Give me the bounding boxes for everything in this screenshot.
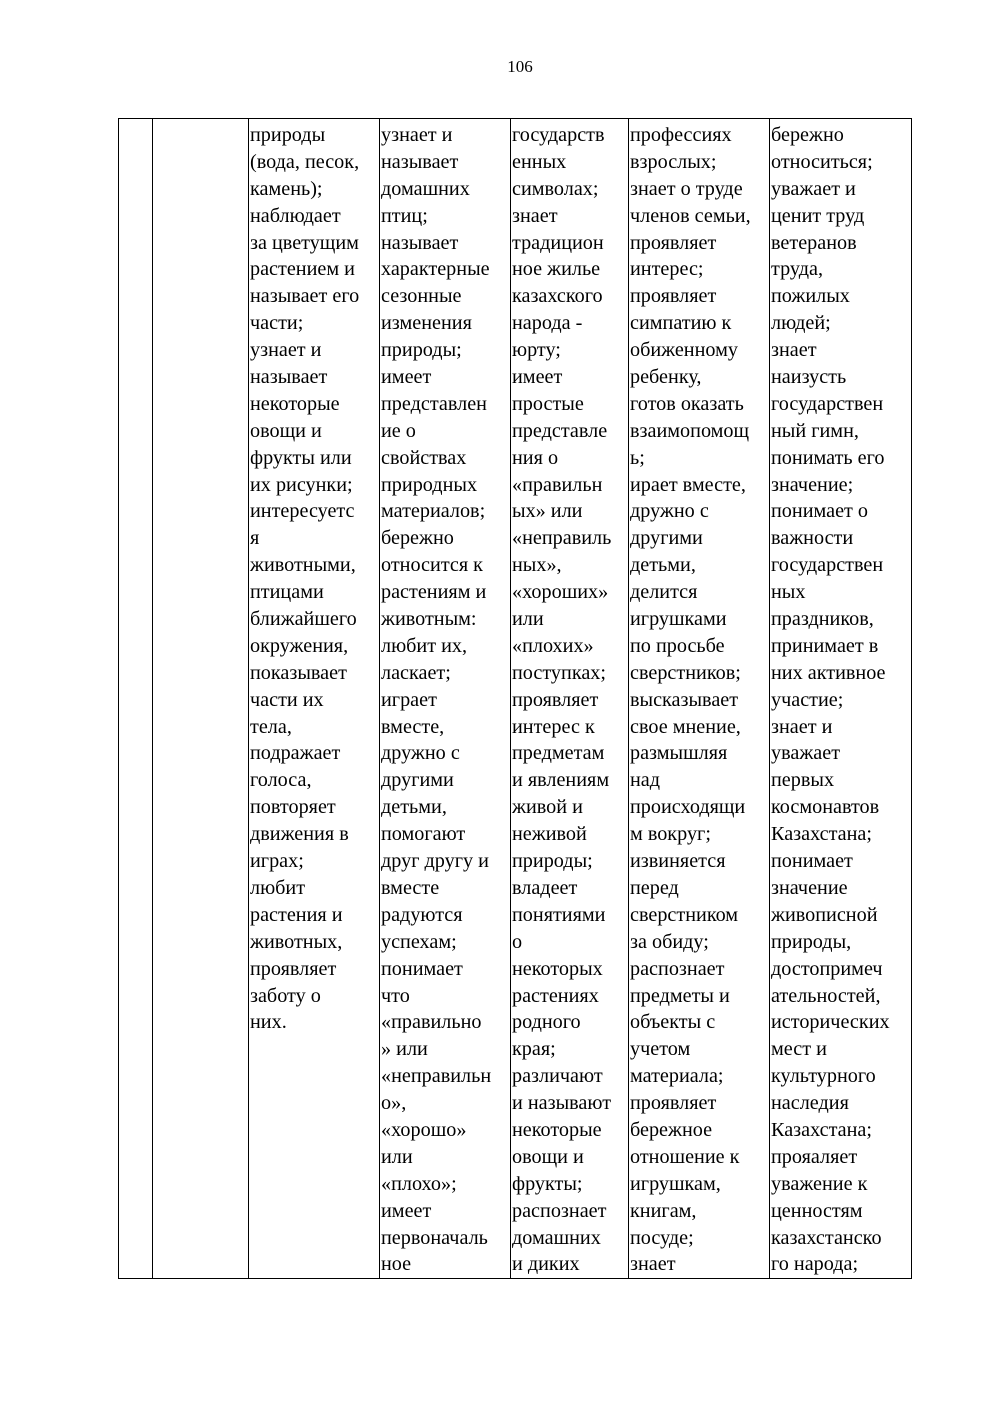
cell-line: или: [381, 1145, 413, 1168]
cell-line: книгам,: [630, 1199, 697, 1222]
cell-line: первых: [771, 769, 835, 792]
cell-line: «правильно: [381, 1011, 482, 1034]
cell-text: [250, 122, 379, 1036]
cell-line: ь;: [630, 446, 645, 469]
cell-line: исторических: [771, 1011, 890, 1034]
cell-line: другими: [381, 769, 454, 792]
cell-line: домашних: [381, 177, 470, 200]
cell-line: знает: [630, 1253, 676, 1276]
cell-line: животными,: [250, 554, 356, 577]
cell-line: радуются: [381, 903, 463, 926]
cell-line: знает о труде: [630, 177, 743, 200]
cell-line: понимает: [771, 850, 853, 873]
cell-line: узнает и: [381, 124, 453, 146]
cell-line: родного: [512, 1011, 581, 1034]
cell-line: растения и: [250, 903, 343, 926]
cell-line: важности: [771, 527, 854, 550]
cell-line: интересуетс: [250, 500, 355, 523]
cell-line: сверстником: [630, 903, 739, 926]
cell-line: «плохих»: [512, 634, 594, 657]
cell-line: природы;: [381, 339, 462, 362]
cell-line: имеет: [512, 366, 563, 389]
cell-line: бережно: [381, 527, 454, 550]
cell-line: проявляет: [630, 285, 717, 308]
cell-line: принимает в: [771, 634, 879, 657]
cell-line: вместе,: [381, 715, 445, 738]
cell-line: материалов;: [381, 500, 486, 523]
cell-line: отношение к: [630, 1145, 740, 1168]
cell-line: называет: [381, 231, 459, 254]
cell-line: высказывает: [630, 688, 739, 711]
cell-line: другими: [630, 527, 703, 550]
cell-line: понимает: [381, 957, 463, 980]
cell-line: представлен: [381, 392, 487, 415]
cell-line: над: [630, 769, 661, 792]
cell-line: проявляет: [630, 1092, 717, 1115]
cell-line: любит: [250, 876, 306, 899]
cell-line: материала;: [630, 1065, 724, 1088]
cell-line: игрушками: [630, 608, 727, 631]
cell-line: государствен: [771, 554, 884, 577]
cell-line: относиться;: [771, 150, 873, 173]
cell-line: пожилых: [771, 285, 850, 308]
cell-line: имеет: [381, 366, 432, 389]
cell-line: интерес к: [512, 715, 595, 738]
cell-line: посуде;: [630, 1226, 694, 1249]
cell-line: повторяет: [250, 796, 336, 819]
cell-line: извиняется: [630, 850, 726, 873]
cell-line: что: [381, 984, 410, 1007]
cell-line: любит их,: [381, 634, 468, 657]
cell-line: наследия: [771, 1092, 849, 1115]
cell-line: (вода, песок,: [250, 150, 360, 173]
cell-line: понимать его: [771, 446, 885, 469]
cell-line: значение: [771, 876, 848, 899]
cell-line: ых» или: [512, 500, 583, 523]
cell-line: подражает: [250, 742, 341, 765]
cell-line: живописной: [771, 903, 878, 926]
cell-line: «неправильн: [381, 1065, 492, 1088]
cell-line: простые: [512, 392, 584, 415]
cell-line: праздников,: [771, 608, 874, 631]
cell-line: окружения,: [250, 634, 349, 657]
cell-line: свойствах: [381, 446, 467, 469]
cell-line: о: [512, 930, 523, 953]
cell-line: предметам: [512, 742, 605, 765]
cell-line: их рисунки;: [250, 473, 353, 496]
cell-line: заботу о: [250, 984, 321, 1007]
cell-line: енных: [512, 150, 567, 173]
cell-line: готов оказать: [630, 392, 744, 415]
cell-line: ближайшего: [250, 608, 357, 631]
cell-line: культурного: [771, 1065, 876, 1088]
cell-line: или: [512, 608, 544, 631]
cell-line: за цветущим: [250, 231, 359, 254]
cell-line: и диких: [512, 1253, 580, 1276]
cell-line: относится к: [381, 554, 483, 577]
cell-line: предметы и: [630, 984, 730, 1007]
cell-line: свое мнение,: [630, 715, 741, 738]
cell-text: [630, 122, 769, 1278]
table-cell-nature: [249, 119, 380, 1279]
cell-line: ных»,: [512, 554, 562, 577]
cell-line: проявляет: [630, 231, 717, 254]
cell-line: животным:: [381, 608, 477, 631]
cell-line: я: [250, 527, 260, 550]
table-cell-section: [153, 119, 249, 1279]
cell-line: растениям и: [381, 581, 487, 604]
table-cell-symbols: [511, 119, 629, 1279]
cell-line: Казахстана;: [771, 823, 872, 846]
cell-line: живой и: [512, 796, 583, 819]
cell-line: казахского: [512, 285, 603, 308]
cell-text: [512, 122, 628, 1278]
cell-line: природы;: [512, 850, 593, 873]
cell-line: узнает и: [250, 339, 322, 362]
cell-line: знает: [771, 339, 817, 362]
cell-line: наблюдает: [250, 204, 341, 227]
cell-line: неживой: [512, 823, 587, 846]
cell-line: труда,: [771, 258, 823, 281]
cell-line: камень);: [250, 177, 323, 200]
cell-line: дружно с: [381, 742, 460, 765]
cell-line: ие о: [381, 419, 416, 442]
table-cell-values: [770, 119, 912, 1279]
page-number: 106: [507, 57, 533, 76]
cell-line: объекты с: [630, 1011, 716, 1034]
cell-line: понимает о: [771, 500, 869, 523]
cell-line: «хороших»: [512, 581, 609, 604]
cell-line: значение;: [771, 473, 854, 496]
cell-line: природных: [381, 473, 478, 496]
cell-line: ное: [381, 1253, 412, 1276]
cell-line: растением и: [250, 258, 355, 281]
cell-line: птицами: [250, 581, 324, 604]
cell-line: ценностям: [771, 1199, 863, 1222]
cell-line: за обиду;: [630, 930, 709, 953]
cell-line: ребенку,: [630, 366, 702, 389]
cell-line: бережно: [771, 124, 844, 146]
cell-line: детьми,: [630, 554, 696, 577]
cell-line: традицион: [512, 231, 604, 254]
cell-line: ательностей,: [771, 984, 881, 1007]
cell-line: сезонные: [381, 285, 462, 308]
cell-line: сверстников;: [630, 661, 741, 684]
cell-line: части их: [250, 688, 324, 711]
cell-line: животных,: [250, 930, 343, 953]
cell-line: поступках;: [512, 661, 606, 684]
cell-line: показывает: [250, 661, 347, 684]
cell-line: ценит труд: [771, 204, 865, 227]
cell-line: ветеранов: [771, 231, 857, 254]
cell-line: знает и: [771, 715, 833, 738]
cell-line: фрукты;: [512, 1172, 583, 1195]
cell-line: называет его: [250, 285, 360, 308]
cell-line: размышляя: [630, 742, 728, 765]
cell-line: прояаляет: [771, 1145, 858, 1168]
cell-line: имеет: [381, 1199, 432, 1222]
cell-line: владеет: [512, 876, 578, 899]
cell-line: природы,: [771, 930, 852, 953]
cell-line: изменения: [381, 312, 472, 335]
cell-line: некоторые: [512, 1118, 602, 1141]
cell-line: государств: [512, 124, 605, 146]
cell-line: достопримеч: [771, 957, 883, 980]
cell-line: казахстанско: [771, 1226, 882, 1249]
cell-line: игрушкам,: [630, 1172, 721, 1195]
cell-line: » или: [381, 1038, 428, 1061]
cell-line: профессиях: [630, 124, 732, 146]
table-cell-professions: [629, 119, 770, 1279]
cell-line: друг другу и: [381, 850, 489, 873]
cell-line: м вокруг;: [630, 823, 711, 846]
cell-line: участие;: [771, 688, 844, 711]
cell-line: уважает и: [771, 177, 856, 200]
cell-line: народа -: [512, 312, 583, 335]
cell-line: представле: [512, 419, 608, 442]
cell-line: симпатию к: [630, 312, 732, 335]
cell-line: фрукты или: [250, 446, 352, 469]
cell-line: детьми,: [381, 796, 447, 819]
cell-line: членов семьи,: [630, 204, 751, 227]
cell-line: Казахстана;: [771, 1118, 872, 1141]
cell-line: ное жилье: [512, 258, 601, 281]
table-cell-index: [119, 119, 153, 1279]
cell-line: понятиями: [512, 903, 606, 926]
cell-line: помогают: [381, 823, 466, 846]
cell-line: них активное: [771, 661, 886, 684]
cell-line: «плохо»;: [381, 1172, 457, 1195]
cell-line: космонавтов: [771, 796, 880, 819]
cell-line: овощи и: [250, 419, 322, 442]
cell-line: перед: [630, 876, 679, 899]
cell-line: по просьбе: [630, 634, 725, 657]
cell-line: ласкает;: [381, 661, 451, 684]
table-cell-animals: [380, 119, 511, 1279]
cell-line: уважает: [771, 742, 841, 765]
cell-line: дружно с: [630, 500, 709, 523]
cell-line: характерные: [381, 258, 490, 281]
cell-line: юрту;: [512, 339, 561, 362]
cell-line: бережное: [630, 1118, 713, 1141]
cell-line: ных: [771, 581, 806, 604]
cell-line: ния о: [512, 446, 559, 469]
cell-line: части;: [250, 312, 304, 335]
cell-line: некоторые: [250, 392, 340, 415]
cell-line: людей;: [771, 312, 831, 335]
competency-table: [118, 118, 912, 1279]
cell-line: края;: [512, 1038, 556, 1061]
cell-line: тела,: [250, 715, 292, 738]
cell-text: [771, 122, 911, 1278]
cell-line: играет: [381, 688, 437, 711]
cell-line: движения в: [250, 823, 349, 846]
cell-line: некоторых: [512, 957, 603, 980]
cell-line: вместе: [381, 876, 440, 899]
cell-line: «неправиль: [512, 527, 612, 550]
cell-line: взаимопомощ: [630, 419, 750, 442]
cell-line: государствен: [771, 392, 884, 415]
cell-line: различают: [512, 1065, 603, 1088]
cell-line: проявляет: [250, 957, 337, 980]
cell-line: го народа;: [771, 1253, 859, 1276]
cell-line: обиженному: [630, 339, 738, 362]
cell-line: первоначаль: [381, 1226, 488, 1249]
cell-line: взрослых;: [630, 150, 717, 173]
cell-line: происходящи: [630, 796, 746, 819]
cell-line: о»,: [381, 1092, 407, 1115]
cell-line: наизусть: [771, 366, 847, 389]
cell-line: «правильн: [512, 473, 603, 496]
cell-line: растениях: [512, 984, 599, 1007]
cell-line: домашних: [512, 1226, 601, 1249]
cell-line: успехам;: [381, 930, 457, 953]
cell-line: голоса,: [250, 769, 312, 792]
cell-line: распознает: [512, 1199, 607, 1222]
cell-line: «хорошо»: [381, 1118, 467, 1141]
cell-line: овощи и: [512, 1145, 584, 1168]
cell-line: уважение к: [771, 1172, 868, 1195]
cell-line: них.: [250, 1011, 287, 1034]
cell-line: природы: [250, 124, 326, 146]
cell-line: птиц;: [381, 204, 428, 227]
cell-line: делится: [630, 581, 698, 604]
cell-line: учетом: [630, 1038, 691, 1061]
cell-line: ный гимн,: [771, 419, 859, 442]
cell-line: знает: [512, 204, 558, 227]
cell-line: называет: [250, 366, 328, 389]
table-row: [119, 119, 912, 1279]
cell-line: ирает вместе,: [630, 473, 746, 496]
cell-line: интерес;: [630, 258, 704, 281]
cell-line: и явлениям: [512, 769, 610, 792]
cell-line: мест и: [771, 1038, 827, 1061]
cell-line: распознает: [630, 957, 725, 980]
cell-line: проявляет: [512, 688, 599, 711]
cell-line: называет: [381, 150, 459, 173]
cell-text: [381, 122, 510, 1278]
cell-line: символах;: [512, 177, 599, 200]
cell-line: играх;: [250, 850, 304, 873]
cell-line: и называют: [512, 1092, 612, 1115]
